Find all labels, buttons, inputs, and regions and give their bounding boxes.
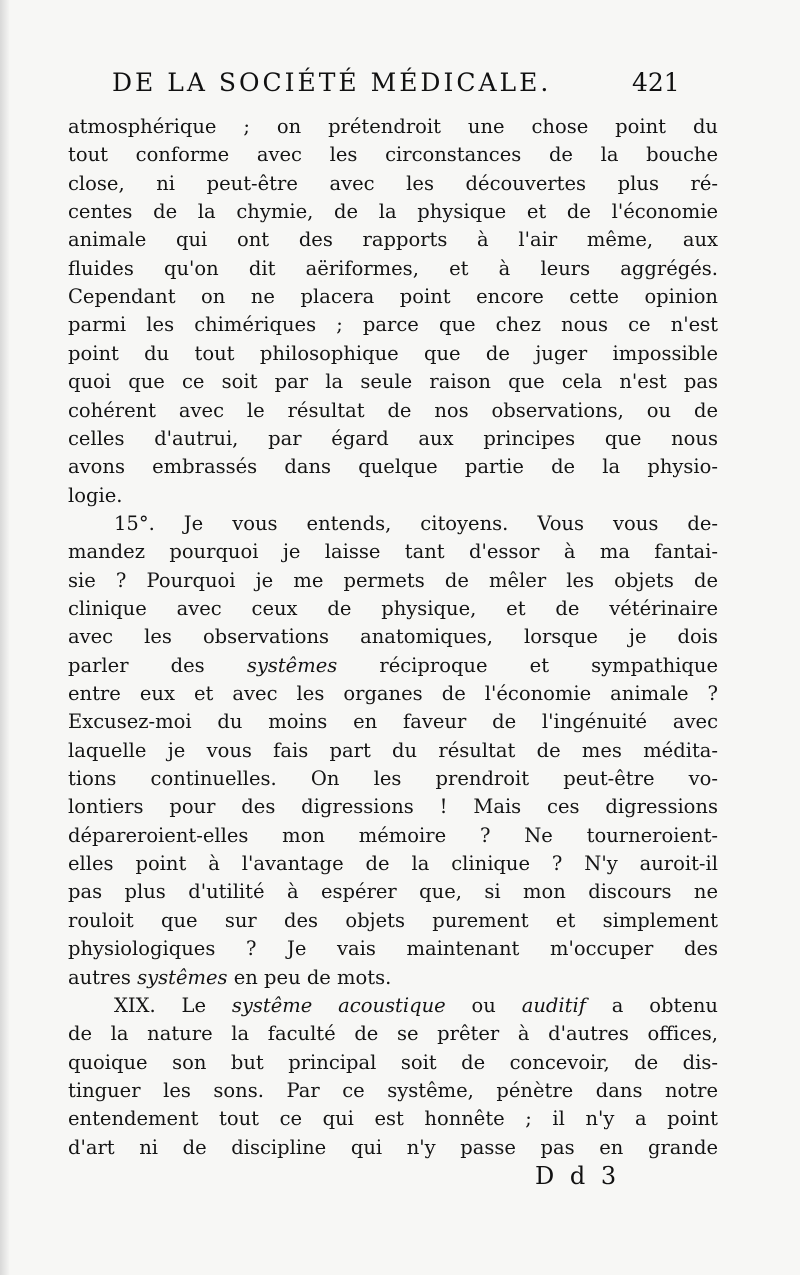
text-line: atmosphérique ; on prétendroit une chose point du (68, 115, 718, 138)
text-line: lontiers pour des digressions ! Mais ces digressions (68, 795, 718, 819)
text-line: tout conforme avec les circonstances de la bouche (68, 143, 718, 167)
text-line: entre eux et avec les organes de l'économie animale ? (68, 682, 718, 705)
text-line: close, ni peut-être avec les découvertes plus ré- (68, 171, 718, 195)
text-line: cohérent avec le résultat de nos observations, ou de (68, 398, 718, 422)
text-line: sie ? Pourquoi je me permets de mêler les objets de (68, 568, 718, 592)
italic-term: systêmes (137, 965, 228, 989)
text-line: physiologiques ? Je vais maintenant m'occuper des (68, 937, 718, 961)
text-line: animale qui ont des rapports à l'air même, aux (68, 228, 718, 252)
text-line: point du tout philosophique que de juger impossible (68, 341, 718, 365)
text-line: Cependant on ne placera point encore cette opinion (68, 285, 718, 309)
text-line: logie. (68, 483, 123, 507)
text-line: dépareroient-elles mon mémoire ? Ne tourneroient- (68, 823, 718, 847)
text-line: XIX. Le systême acoustique ou auditif a obtenu (114, 993, 718, 1017)
text-line: 15°. Je vous entends, citoyens. Vous vous de- (114, 511, 718, 535)
text-line: mandez pourquoi je laisse tant d'essor à ma fantai- (68, 540, 718, 564)
text-line: laquelle je vous fais part du résultat de mes médita- (68, 738, 718, 762)
italic-term: systêmes (246, 653, 338, 677)
text-line: fluides qu'on dit aëriformes, et à leurs aggrégés. (68, 256, 718, 280)
text-line: d'art ni de discipline qui n'y passe pas en grande (68, 1135, 718, 1159)
text-line: clinique avec ceux de physique, et de vétérinaire (68, 596, 718, 620)
text-line: autres systêmes en peu de mots. (68, 965, 392, 989)
text-line: de la nature la faculté de se prêter à d'autres offices, (68, 1022, 718, 1046)
running-header (112, 68, 712, 97)
running-title: DE LA SOCIÉTÉ MÉDICALE. (112, 68, 552, 97)
text-line: tinguer les sons. Par ce systême, pénètre dans notre (68, 1078, 718, 1102)
text-line: avons embrassés dans quelque partie de la physio- (68, 455, 718, 479)
text-line: Excusez-moi du moins en faveur de l'ingénuité avec (68, 710, 718, 734)
italic-term: systême acoustique (231, 993, 446, 1017)
text-line: pas plus d'utilité à espérer que, si mon discours ne (68, 880, 718, 904)
text-line: quoique son but principal soit de concevoir, de dis- (68, 1050, 718, 1074)
italic-term: auditif (521, 993, 586, 1017)
page-edge-shadow (0, 0, 10, 1275)
signature-mark: D d 3 (535, 1162, 621, 1190)
text-line: elles point à l'avantage de la clinique ? N'y auroit-il (68, 852, 718, 876)
text-line: rouloit que sur des objets purement et simplement (68, 908, 718, 932)
text-line: centes de la chymie, de la physique et de l'économie (68, 200, 718, 224)
text-line: parmi les chimériques ; parce que chez nous ce n'est (68, 313, 718, 337)
text-line: entendement tout ce qui est honnête ; il n'y a point (68, 1107, 718, 1131)
page-number: 421 (632, 68, 680, 97)
text-line: parler des systêmes réciproque et sympathique (68, 653, 718, 677)
text-line: quoi que ce soit par la seule raison que cela n'est pas (68, 370, 718, 394)
text-line: tions continuelles. On les prendroit peut-être vo- (68, 767, 718, 791)
text-line: avec les observations anatomiques, lorsque je dois (68, 625, 718, 649)
text-line: celles d'autrui, par égard aux principes que nous (68, 426, 718, 450)
